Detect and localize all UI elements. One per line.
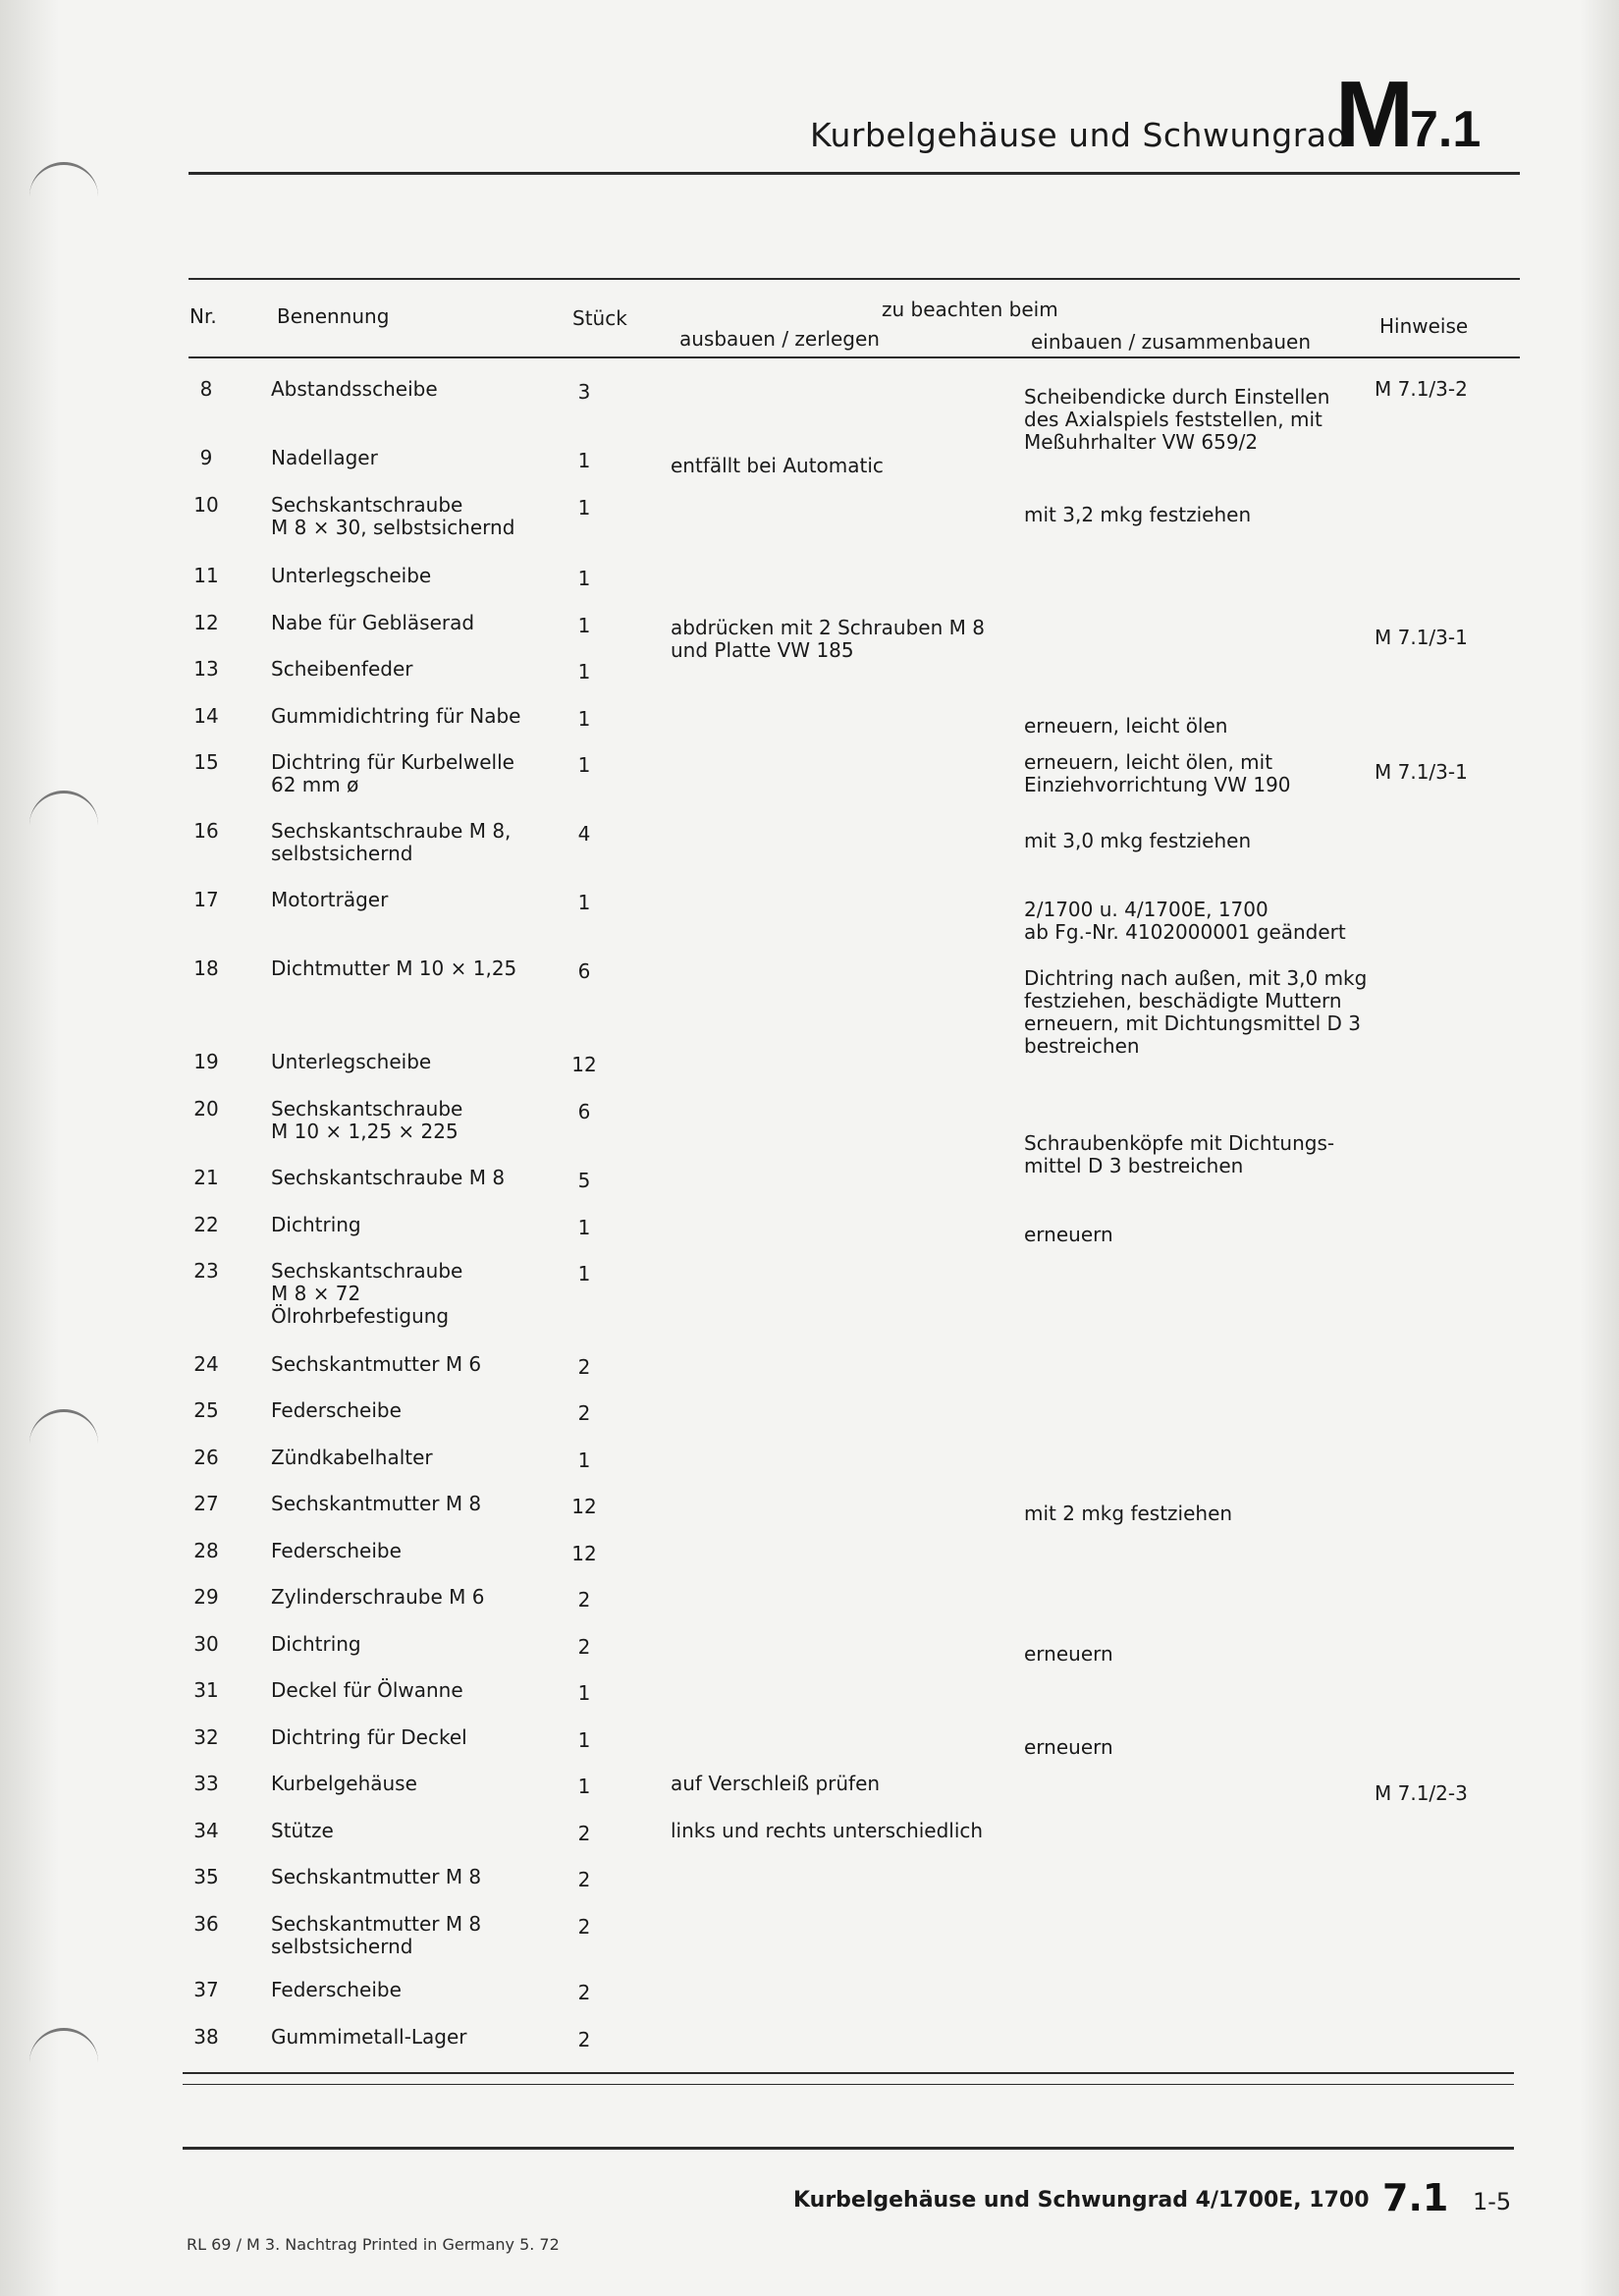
row-quantity: 2 <box>577 1822 591 1845</box>
row-einbauen-note: 2/1700 u. 4/1700E, 1700 ab Fg.-Nr. 4102000001 geändert <box>1024 898 1346 944</box>
row-name: Dichtring für Deckel <box>271 1725 467 1749</box>
row-number: 33 <box>193 1772 219 1795</box>
row-name: Federscheibe <box>271 1539 402 1562</box>
row-number: 25 <box>193 1398 219 1422</box>
row-ausbauen-note: entfällt bei Automatic <box>671 454 884 477</box>
row-ausbauen-note: auf Verschleiß prüfen <box>671 1772 881 1795</box>
row-number: 14 <box>193 704 219 728</box>
row-quantity: 2 <box>577 1915 591 1939</box>
row-number: 29 <box>193 1585 219 1609</box>
row-name: Sechskantmutter M 8 <box>271 1492 482 1515</box>
row-quantity: 1 <box>577 1775 591 1798</box>
row-einbauen-note: Scheibendicke durch Einstellen des Axialspiels feststellen, mit Meßuhrhalter VW 659/2 <box>1024 385 1330 454</box>
row-quantity: 2 <box>577 2028 591 2051</box>
row-quantity: 12 <box>571 1542 597 1565</box>
row-hinweis-ref: M 7.1/3-1 <box>1375 626 1468 649</box>
row-number: 32 <box>193 1725 219 1749</box>
row-name: Sechskantschraube M 8 × 72 Ölrohrbefestigung <box>271 1259 463 1328</box>
row-number: 28 <box>193 1539 219 1562</box>
row-name: Sechskantschraube M 10 × 1,25 × 225 <box>271 1097 463 1143</box>
row-einbauen-note: mit 3,0 mkg festziehen <box>1024 829 1252 852</box>
col-header-einbauen: einbauen / zusammenbauen <box>1031 330 1311 354</box>
row-quantity: 1 <box>577 1262 591 1285</box>
row-einbauen-note: erneuern <box>1024 1642 1113 1666</box>
row-quantity: 1 <box>577 1216 591 1239</box>
page-title: Kurbelgehäuse und Schwungrad <box>810 116 1348 154</box>
page-edge-shadow <box>0 0 59 2296</box>
row-name: Federscheibe <box>271 1978 402 2001</box>
table-bottom-rule <box>183 2072 1514 2074</box>
row-name: Motorträger <box>271 888 389 911</box>
row-number: 13 <box>193 657 219 681</box>
section-code <box>1335 61 1481 169</box>
row-number: 37 <box>193 1978 219 2001</box>
row-number: 16 <box>193 819 219 843</box>
row-quantity: 1 <box>577 496 591 519</box>
row-name: Abstandsscheibe <box>271 377 438 401</box>
row-name: Zündkabelhalter <box>271 1446 433 1469</box>
row-number: 21 <box>193 1166 219 1189</box>
row-name: Sechskantmutter M 8 <box>271 1865 482 1888</box>
row-quantity: 12 <box>571 1495 597 1518</box>
table-bottom-rule-thin <box>183 2084 1514 2085</box>
row-quantity: 1 <box>577 660 591 683</box>
col-header-nr: Nr. <box>189 304 217 328</box>
col-header-zu-beachten: zu beachten beim <box>882 298 1058 321</box>
row-quantity: 5 <box>577 1169 591 1192</box>
row-ausbauen-note: links und rechts unterschiedlich <box>671 1819 984 1842</box>
header-rule <box>189 172 1520 175</box>
row-name: Sechskantmutter M 8 selbstsichernd <box>271 1912 482 1958</box>
table-header-rule <box>189 356 1520 358</box>
row-number: 17 <box>193 888 219 911</box>
row-quantity: 2 <box>577 1868 591 1891</box>
row-name: Dichtring <box>271 1213 361 1236</box>
row-einbauen-note: mit 3,2 mkg festziehen <box>1024 503 1252 526</box>
row-name: Gummidichtring für Nabe <box>271 704 521 728</box>
col-header-hinweise: Hinweise <box>1379 314 1469 338</box>
row-quantity: 4 <box>577 822 591 846</box>
row-number: 38 <box>193 2025 219 2049</box>
row-name: Sechskantschraube M 8 <box>271 1166 506 1189</box>
row-quantity: 1 <box>577 567 591 590</box>
footer-section-number: 7.1 <box>1382 2176 1449 2219</box>
row-quantity: 2 <box>577 1401 591 1425</box>
imprint-line: RL 69 / M 3. Nachtrag Printed in Germany 5. 72 <box>187 2235 560 2254</box>
row-number: 22 <box>193 1213 219 1236</box>
section-number: 7.1 <box>1409 101 1482 158</box>
row-einbauen-note: erneuern, leicht ölen, mit Einziehvorrichtung VW 190 <box>1024 750 1291 796</box>
row-number: 27 <box>193 1492 219 1515</box>
row-number: 31 <box>193 1678 219 1702</box>
page-edge-shadow-right <box>1580 0 1619 2296</box>
row-name: Scheibenfeder <box>271 657 413 681</box>
row-name: Federscheibe <box>271 1398 402 1422</box>
footer-title: Kurbelgehäuse und Schwungrad 4/1700E, 1700 <box>793 2188 1370 2213</box>
row-quantity: 1 <box>577 707 591 731</box>
col-header-ausbauen: ausbauen / zerlegen <box>679 327 880 351</box>
row-einbauen-note: Schraubenköpfe mit Dichtungs- mittel D 3 bestreichen <box>1024 1131 1335 1177</box>
row-number: 35 <box>193 1865 219 1888</box>
row-quantity: 1 <box>577 891 591 914</box>
row-number: 8 <box>199 377 213 401</box>
row-name: Unterlegscheibe <box>271 1050 432 1073</box>
row-number: 24 <box>193 1352 219 1376</box>
col-header-benennung: Benennung <box>277 304 390 328</box>
row-number: 9 <box>199 446 213 469</box>
row-quantity: 6 <box>577 1100 591 1123</box>
col-header-stueck: Stück <box>572 306 627 330</box>
row-hinweis-ref: M 7.1/2-3 <box>1375 1781 1468 1805</box>
row-name: Zylinderschraube M 6 <box>271 1585 485 1609</box>
row-quantity: 2 <box>577 1355 591 1379</box>
row-number: 12 <box>193 611 219 634</box>
row-quantity: 3 <box>577 380 591 404</box>
row-hinweis-ref: M 7.1/3-1 <box>1375 760 1468 784</box>
row-einbauen-note: Dichtring nach außen, mit 3,0 mkg festziehen, beschädigte Muttern erneuern, mit Dichtungsmittel D 3 bestreichen <box>1024 966 1368 1058</box>
row-name: Gummimetall-Lager <box>271 2025 467 2049</box>
row-number: 30 <box>193 1632 219 1656</box>
row-number: 26 <box>193 1446 219 1469</box>
row-einbauen-note: erneuern <box>1024 1735 1113 1759</box>
row-name: Dichtring <box>271 1632 361 1656</box>
row-name: Dichtring für Kurbelwelle 62 mm ø <box>271 750 514 796</box>
footer-page-number: 1-5 <box>1473 2188 1512 2215</box>
row-number: 18 <box>193 957 219 980</box>
row-quantity: 1 <box>577 753 591 777</box>
row-name: Sechskantschraube M 8 × 30, selbstsichernd <box>271 493 515 539</box>
row-quantity: 1 <box>577 1728 591 1752</box>
row-quantity: 12 <box>571 1053 597 1076</box>
row-einbauen-note: mit 2 mkg festziehen <box>1024 1502 1233 1525</box>
row-number: 23 <box>193 1259 219 1283</box>
row-name: Unterlegscheibe <box>271 564 432 587</box>
row-hinweis-ref: M 7.1/3-2 <box>1375 377 1468 401</box>
row-name: Dichtmutter M 10 × 1,25 <box>271 957 517 980</box>
row-quantity: 2 <box>577 1588 591 1612</box>
row-einbauen-note: erneuern <box>1024 1223 1113 1246</box>
row-name: Deckel für Ölwanne <box>271 1678 463 1702</box>
row-number: 15 <box>193 750 219 774</box>
row-quantity: 2 <box>577 1981 591 2004</box>
row-number: 36 <box>193 1912 219 1936</box>
row-quantity: 6 <box>577 959 591 983</box>
row-number: 20 <box>193 1097 219 1121</box>
row-quantity: 1 <box>577 614 591 637</box>
table-top-rule <box>189 278 1520 280</box>
row-number: 34 <box>193 1819 219 1842</box>
row-quantity: 1 <box>577 1449 591 1472</box>
row-name: Sechskantschraube M 8, selbstsichernd <box>271 819 512 865</box>
row-name: Kurbelgehäuse <box>271 1772 417 1795</box>
section-letter: M <box>1335 62 1410 167</box>
row-quantity: 1 <box>577 449 591 472</box>
row-name: Nadellager <box>271 446 378 469</box>
row-name: Stütze <box>271 1819 334 1842</box>
row-quantity: 1 <box>577 1681 591 1705</box>
row-name: Nabe für Gebläserad <box>271 611 475 634</box>
footer-rule <box>183 2147 1514 2150</box>
row-name: Sechskantmutter M 6 <box>271 1352 482 1376</box>
row-number: 10 <box>193 493 219 517</box>
row-number: 19 <box>193 1050 219 1073</box>
row-quantity: 2 <box>577 1635 591 1659</box>
row-ausbauen-note: abdrücken mit 2 Schrauben M 8 und Platte VW 185 <box>671 616 985 662</box>
row-number: 11 <box>193 564 219 587</box>
row-einbauen-note: erneuern, leicht ölen <box>1024 714 1228 738</box>
